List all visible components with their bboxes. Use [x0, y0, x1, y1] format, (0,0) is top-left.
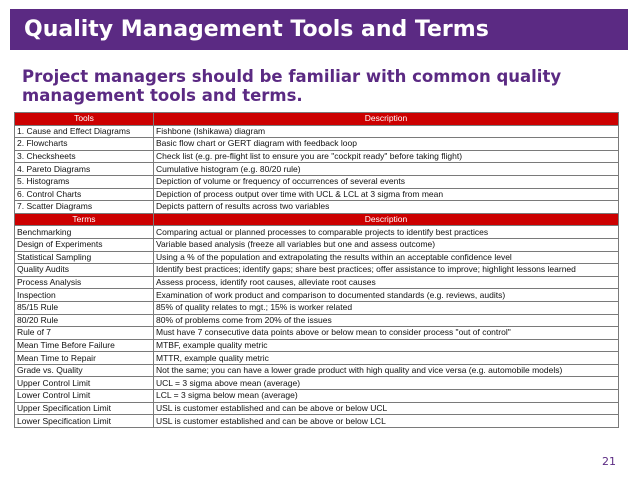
terms-row-term-cell: Inspection — [15, 289, 154, 302]
terms-row — [15, 238, 619, 251]
terms-row — [15, 314, 619, 327]
terms-row-description-cell: Identify best practices; identify gaps; share best practices; offer assistance to improve; highlight lessons learned — [154, 264, 619, 277]
terms-row-description-cell: UCL = 3 sigma above mean (average) — [154, 377, 619, 390]
tools-row-term-cell: 6. Control Charts — [15, 188, 154, 201]
terms-row-term-cell: Process Analysis — [15, 276, 154, 289]
terms-row-description-cell: USL is customer established and can be above or below UCL — [154, 402, 619, 415]
terms-row — [15, 264, 619, 277]
terms-row-description-cell: USL is customer established and can be above or below LCL — [154, 415, 619, 428]
tools-row-description-cell: Depiction of volume or frequency of occurrences of several events — [154, 175, 619, 188]
terms-row — [15, 390, 619, 403]
terms-row — [15, 226, 619, 239]
tools-row-description-cell: Cumulative histogram (e.g. 80/20 rule) — [154, 163, 619, 176]
terms-row — [15, 251, 619, 264]
tools-row — [15, 138, 619, 151]
terms-row-term-cell: 80/20 Rule — [15, 314, 154, 327]
terms-row-term-cell: Design of Experiments — [15, 238, 154, 251]
terms-row — [15, 377, 619, 390]
tools-row — [15, 125, 619, 138]
quality-tools-table — [14, 112, 619, 428]
terms-row-description-cell: MTTR, example quality metric — [154, 352, 619, 365]
slide-subtitle: Project managers should be familiar with common quality management tools and terms. — [22, 67, 562, 105]
terms-row-description-cell: Not the same; you can have a lower grade product with high quality and vice versa (e.g. automobile models) — [154, 364, 619, 377]
terms-row-description-cell: Examination of work product and comparison to documented standards (e.g. reviews, audits) — [154, 289, 619, 302]
terms-header-row-term-cell: Terms — [15, 213, 154, 226]
terms-row — [15, 289, 619, 302]
terms-row-description-cell: Assess process, identify root causes, alleviate root causes — [154, 276, 619, 289]
tools-header-row — [15, 113, 619, 126]
tools-row-term-cell: 5. Histograms — [15, 175, 154, 188]
terms-row-term-cell: Statistical Sampling — [15, 251, 154, 264]
tools-row-description-cell: Check list (e.g. pre-flight list to ensure you are "cockpit ready" before taking flight) — [154, 150, 619, 163]
terms-row-description-cell: Comparing actual or planned processes to comparable projects to identify best practices — [154, 226, 619, 239]
terms-row-term-cell: Mean Time to Repair — [15, 352, 154, 365]
terms-row-term-cell: Lower Control Limit — [15, 390, 154, 403]
tools-row-term-cell: 4. Pareto Diagrams — [15, 163, 154, 176]
tools-row — [15, 163, 619, 176]
title-bar — [10, 9, 628, 50]
tools-row — [15, 201, 619, 214]
terms-row — [15, 301, 619, 314]
terms-header-row — [15, 213, 619, 226]
terms-row-term-cell: Benchmarking — [15, 226, 154, 239]
tools-header-row-description-cell: Description — [154, 113, 619, 126]
tools-row-term-cell: 3. Checksheets — [15, 150, 154, 163]
terms-row — [15, 339, 619, 352]
tools-row — [15, 150, 619, 163]
terms-row — [15, 327, 619, 340]
terms-row-term-cell: Grade vs. Quality — [15, 364, 154, 377]
tools-row-description-cell: Fishbone (Ishikawa) diagram — [154, 125, 619, 138]
tools-header-row-term-cell: Tools — [15, 113, 154, 126]
terms-row-term-cell: Quality Audits — [15, 264, 154, 277]
terms-row-term-cell: Rule of 7 — [15, 327, 154, 340]
terms-row — [15, 415, 619, 428]
terms-row-description-cell: 85% of quality relates to mgt.; 15% is worker related — [154, 301, 619, 314]
terms-row-term-cell: Upper Control Limit — [15, 377, 154, 390]
tools-row-description-cell: Depicts pattern of results across two variables — [154, 201, 619, 214]
tools-row-term-cell: 2. Flowcharts — [15, 138, 154, 151]
terms-row — [15, 352, 619, 365]
terms-row-term-cell: Lower Specification Limit — [15, 415, 154, 428]
terms-row-description-cell: 80% of problems come from 20% of the issues — [154, 314, 619, 327]
terms-row — [15, 364, 619, 377]
tools-row — [15, 175, 619, 188]
terms-row — [15, 276, 619, 289]
terms-row-description-cell: MTBF, example quality metric — [154, 339, 619, 352]
tools-row-description-cell: Basic flow chart or GERT diagram with feedback loop — [154, 138, 619, 151]
terms-row — [15, 402, 619, 415]
slide-title: Quality Management Tools and Terms — [24, 17, 489, 42]
terms-row-description-cell: Variable based analysis (freeze all variables but one and assess outcome) — [154, 238, 619, 251]
terms-row-description-cell: LCL = 3 sigma below mean (average) — [154, 390, 619, 403]
tools-row — [15, 188, 619, 201]
terms-row-description-cell: Must have 7 consecutive data points above or below mean to consider process "out of control" — [154, 327, 619, 340]
terms-row-description-cell: Using a % of the population and extrapolating the results within an acceptable confidence level — [154, 251, 619, 264]
tools-row-term-cell: 1. Cause and Effect Diagrams — [15, 125, 154, 138]
tools-row-term-cell: 7. Scatter Diagrams — [15, 201, 154, 214]
terms-header-row-description-cell: Description — [154, 213, 619, 226]
page-number: 21 — [602, 455, 616, 468]
terms-row-term-cell: 85/15 Rule — [15, 301, 154, 314]
terms-row-term-cell: Mean Time Before Failure — [15, 339, 154, 352]
tools-row-description-cell: Depiction of process output over time with UCL & LCL at 3 sigma from mean — [154, 188, 619, 201]
terms-row-term-cell: Upper Specification Limit — [15, 402, 154, 415]
